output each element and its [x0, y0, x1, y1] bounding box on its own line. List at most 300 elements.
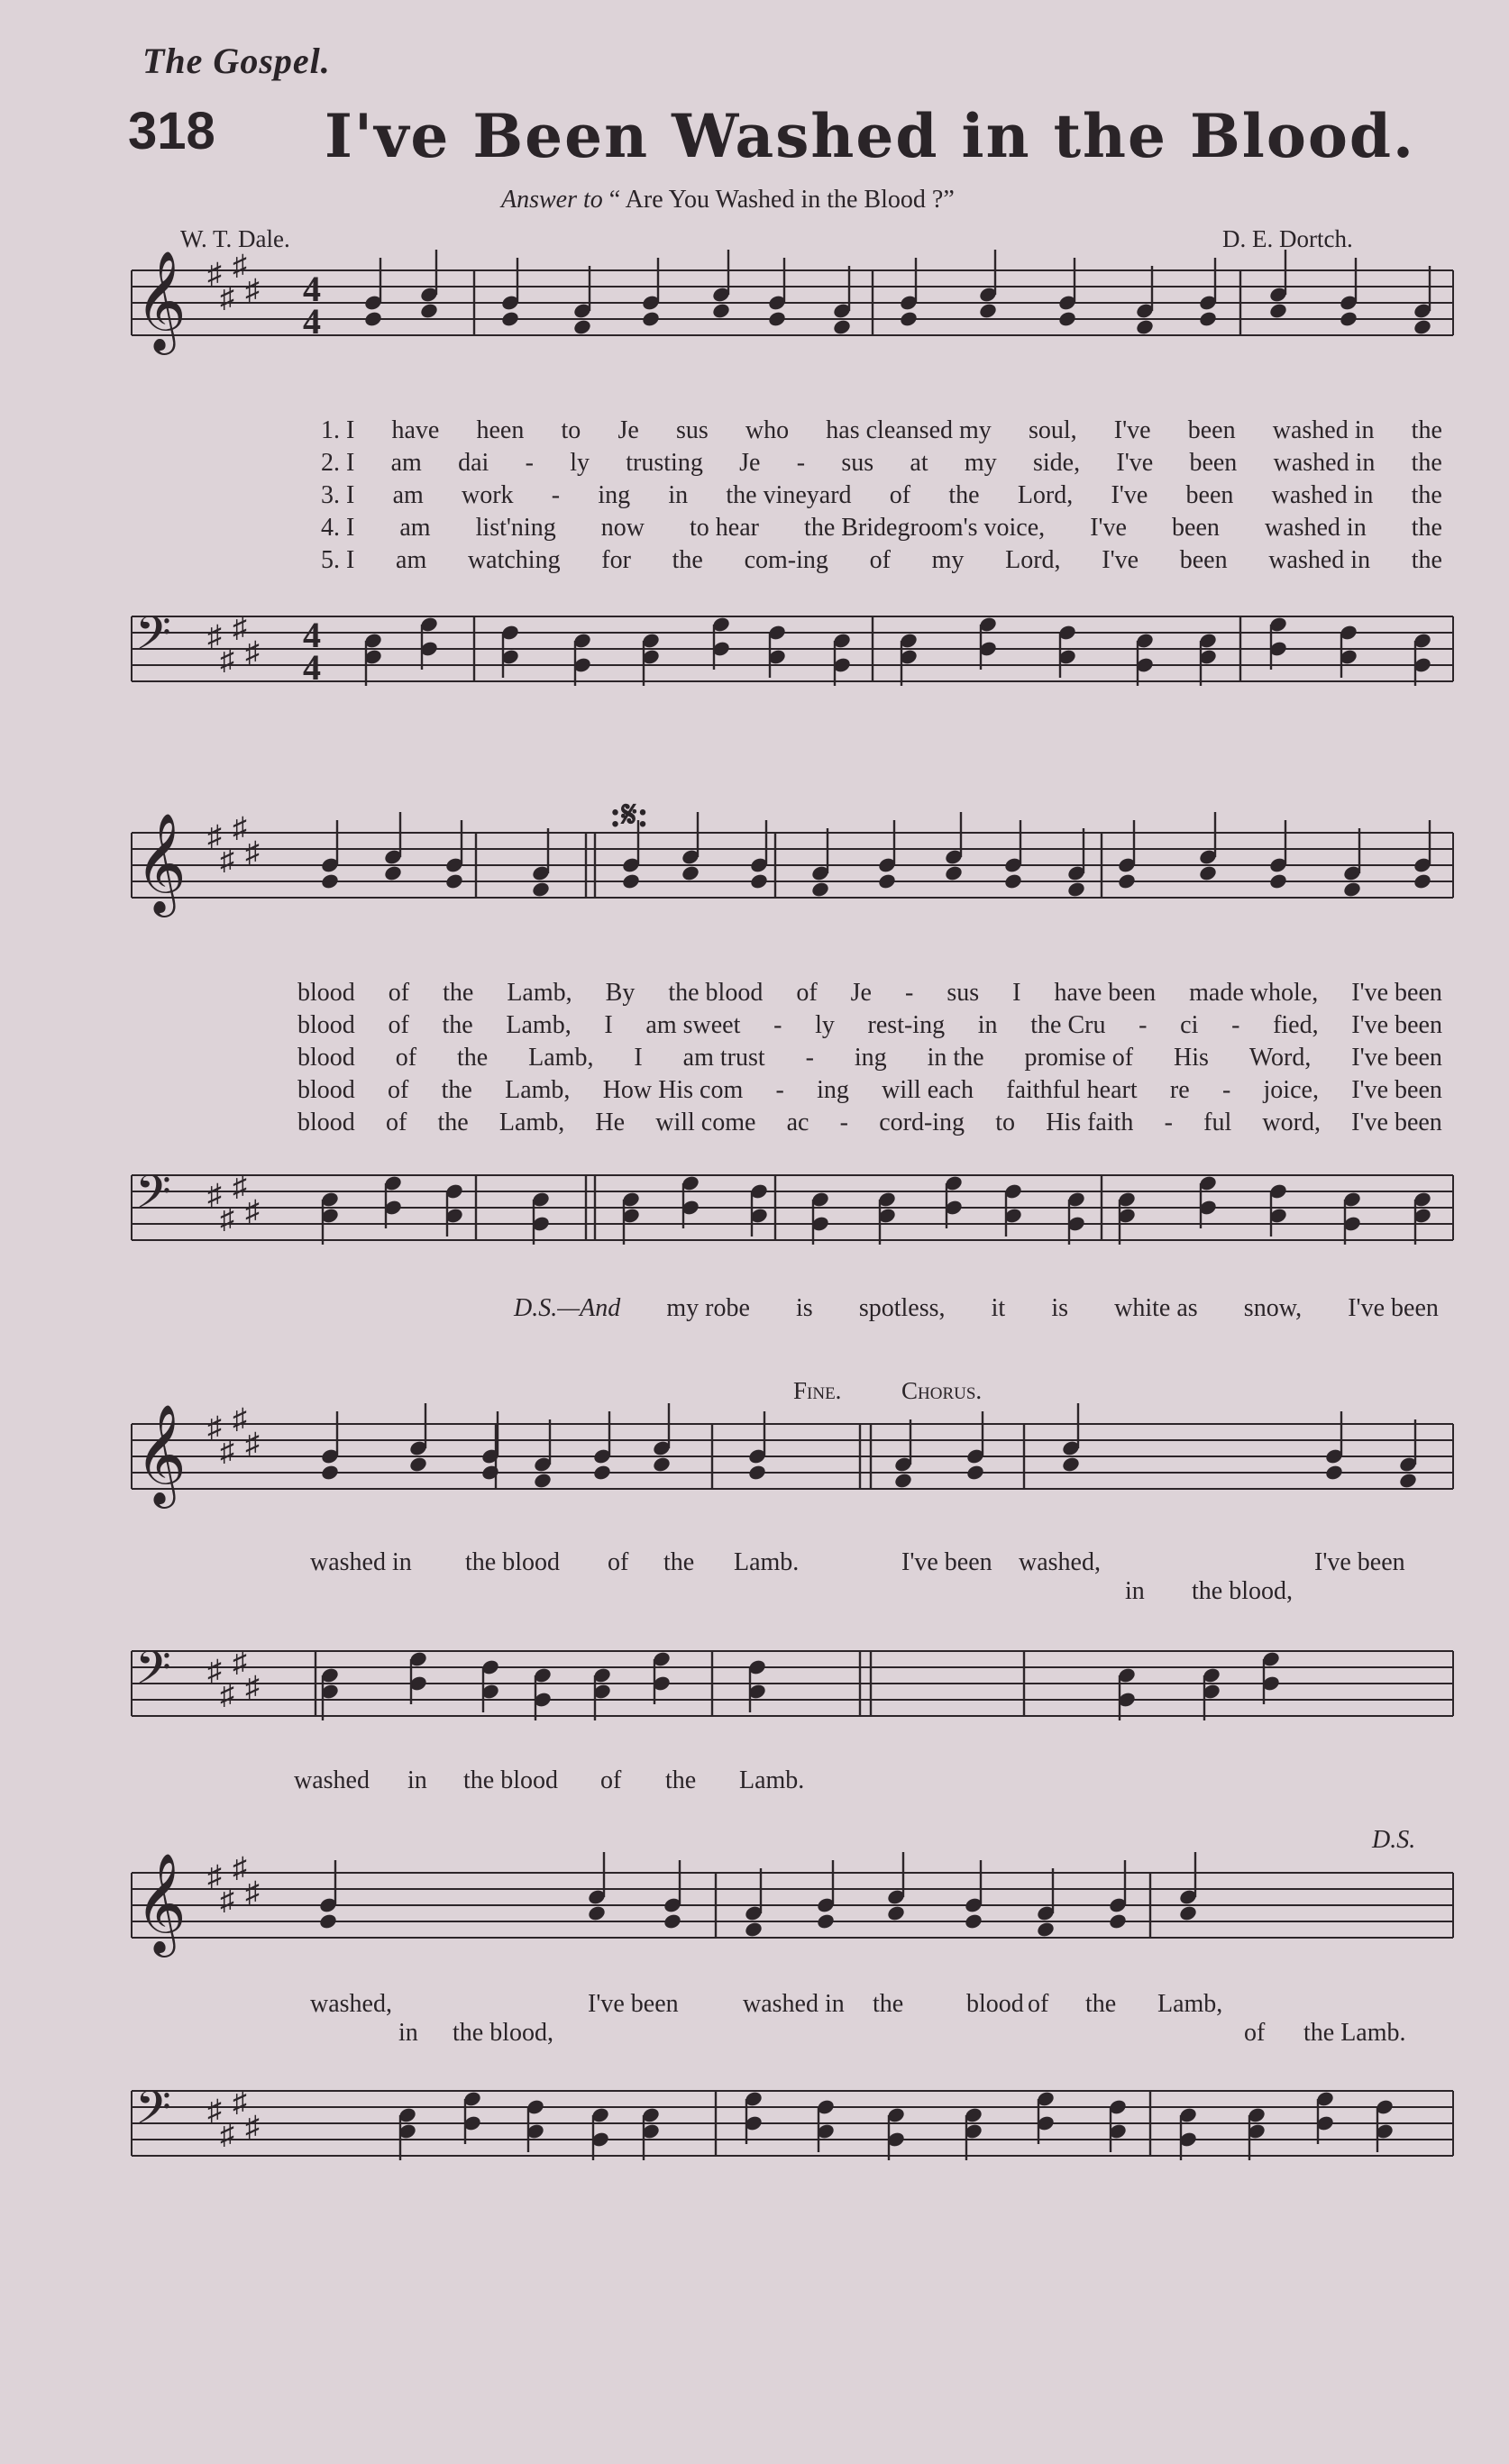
note-head	[320, 1464, 340, 1482]
lyric-word: -	[904, 979, 914, 1007]
lyric-word: Je	[739, 449, 761, 477]
lyric-word: the	[443, 979, 474, 1007]
verse-line	[297, 1011, 1442, 1040]
lyric-word: am sweet	[645, 1011, 741, 1039]
lyric-word: -	[839, 1109, 848, 1136]
sharp-icon: ♯	[233, 1402, 247, 1435]
lyric-word: the blood	[463, 1766, 558, 1794]
note-head	[1061, 1456, 1081, 1474]
lyric-word: watching	[467, 546, 561, 574]
lyric-word: been	[1179, 546, 1228, 574]
sharp-icon: ♯	[220, 844, 234, 876]
lyric-word: of	[388, 1011, 409, 1039]
sharp-icon: ♯	[220, 2118, 234, 2150]
sharp-icon: ♯	[220, 1202, 234, 1235]
lyric-word: re	[1169, 1076, 1190, 1104]
lyric-word: -	[773, 1011, 782, 1039]
verse-line	[321, 514, 1442, 543]
lyric-word: -	[805, 1044, 814, 1072]
subtitle-prefix: Answer to	[501, 186, 603, 214]
lyric-word: He	[595, 1109, 626, 1136]
note-head	[965, 1464, 985, 1482]
lyric-word: joice,	[1263, 1076, 1319, 1104]
lyric-word: washed in	[1273, 449, 1376, 477]
lyric-word: ing	[854, 1044, 887, 1072]
lyric-word: sus	[841, 449, 874, 477]
lyric-word: list'ning	[475, 514, 556, 542]
lyric-word: cord-ing	[879, 1109, 965, 1136]
lyric-word: the	[873, 1990, 904, 2018]
lyric-word: -	[525, 449, 534, 477]
note-head	[1324, 1464, 1344, 1482]
lyric-word: D.S.—And	[514, 1294, 621, 1322]
lyric-word: soul,	[1028, 416, 1077, 444]
lyric-word: the	[663, 1548, 695, 1576]
treble-staff-1	[132, 270, 1453, 335]
lyric-word: have	[391, 416, 440, 444]
lyric-word: -	[551, 481, 561, 509]
lyric-word: to	[561, 416, 581, 444]
lyric-word: Word,	[1248, 1044, 1312, 1072]
sharp-icon: ♯	[207, 1178, 222, 1210]
sharp-icon: ♯	[207, 2094, 222, 2126]
lyric-word: Lamb,	[528, 1044, 594, 1072]
verse-line	[297, 1044, 1442, 1072]
lyric-word: snow,	[1243, 1294, 1303, 1322]
lyric-word: the blood,	[1192, 1577, 1293, 1605]
lyric-word: 5. I	[321, 546, 355, 574]
lyric-word: of	[388, 979, 410, 1007]
lyric-word: the	[948, 481, 980, 509]
note-head	[747, 1464, 767, 1482]
sharp-icon: ♯	[245, 1670, 260, 1702]
lyric-word: now	[600, 514, 645, 542]
bass-clef-icon: 𝄢	[135, 2080, 171, 2146]
lyric-word: I	[604, 1011, 613, 1039]
note-head	[1117, 872, 1137, 890]
lyric-word: been	[1189, 449, 1238, 477]
note-head	[533, 1472, 553, 1490]
lyric-word: I've been	[588, 1990, 679, 2018]
treble-clef-icon: 𝄞	[135, 1403, 187, 1504]
note-head	[408, 1456, 428, 1474]
lyric-word: 1. I	[321, 416, 355, 444]
lyric-word: Lamb.	[739, 1766, 805, 1794]
note-head	[886, 1904, 906, 1922]
lyric-word: I've	[1113, 416, 1151, 444]
note-head	[816, 1912, 836, 1930]
lyric-word: my	[931, 546, 965, 574]
note-head	[1135, 318, 1155, 336]
fine-label: Fine.	[793, 1377, 842, 1404]
lyric-word: 4. I	[321, 514, 355, 542]
lyric-word: is	[796, 1294, 813, 1322]
treble-clef-icon: 𝄞	[135, 250, 187, 351]
lyric-word: His faith	[1046, 1109, 1134, 1136]
lyric-word: washed in	[743, 1990, 845, 2018]
note-head	[1198, 864, 1218, 882]
sharp-icon: ♯	[245, 1194, 260, 1227]
lyric-word: my	[964, 449, 997, 477]
sharp-icon: ♯	[207, 819, 222, 852]
lyric-word: sus	[947, 979, 980, 1007]
lyric-word: the blood,	[453, 2019, 553, 2047]
lyric-word: 2. I	[321, 449, 355, 477]
lyric-word: of	[395, 1044, 417, 1072]
lyric-word: I've	[1116, 449, 1154, 477]
sharp-icon: ♯	[207, 619, 222, 652]
lyric-word: the	[437, 1109, 469, 1136]
lyric-word: Lamb,	[498, 1109, 565, 1136]
bass-staff-3	[132, 1651, 1453, 1716]
sharp-icon: ♯	[245, 1875, 260, 1908]
lyric-word: am	[390, 449, 422, 477]
note-head	[1413, 872, 1432, 890]
lyric-word: the blood	[668, 979, 764, 1007]
subtitle-reference: “ Are You Washed in the Blood ?”	[608, 186, 955, 214]
lyric-word: the	[1411, 449, 1442, 477]
sharp-icon: ♯	[220, 1884, 234, 1916]
sharp-icon: ♯	[220, 1435, 234, 1467]
note-head	[877, 872, 897, 890]
lyric-word: I've been	[1351, 1109, 1442, 1136]
lyric-word: trusting	[626, 449, 703, 477]
note-head	[1268, 302, 1288, 320]
sharp-icon: ♯	[207, 1859, 222, 1892]
lyric-word: in the	[927, 1044, 984, 1072]
lyric-word: it	[991, 1294, 1006, 1322]
lyric-word: the Lamb.	[1303, 2019, 1406, 2047]
lyric-word: am	[396, 546, 427, 574]
lyric-word: of	[889, 481, 911, 509]
sharp-icon: ♯	[233, 811, 247, 844]
lyric-word: been	[1187, 416, 1236, 444]
lyric-word: Lamb,	[1157, 1990, 1223, 2018]
lyric-word: By	[605, 979, 636, 1007]
lyric-word: in	[398, 2019, 418, 2047]
bass-clef-icon: 𝄢	[135, 606, 171, 671]
note-head	[320, 872, 340, 890]
lyric-word: dai	[458, 449, 489, 477]
sharp-icon: ♯	[233, 1646, 247, 1678]
note-head	[419, 302, 439, 320]
lyric-word: the	[1411, 546, 1442, 574]
bass-staff-1	[132, 616, 1453, 681]
lyric-word: I've been	[1351, 1044, 1442, 1072]
lyric-word: rest-ing	[867, 1011, 946, 1039]
sharp-icon: ♯	[245, 1427, 260, 1459]
note-head	[1342, 881, 1362, 899]
note-head	[767, 310, 787, 328]
author-words: W. T. Dale.	[180, 225, 290, 252]
sharp-icon: ♯	[233, 249, 247, 281]
sharp-icon: ♯	[220, 281, 234, 314]
lyric-word: ing	[817, 1076, 849, 1104]
lyric-word: of	[608, 1548, 629, 1576]
verse-line	[321, 481, 1442, 510]
sharp-icon: ♯	[245, 635, 260, 668]
lyric-word: of	[385, 1109, 407, 1136]
lyric-word: How His com	[602, 1076, 744, 1104]
lyric-word: -	[1139, 1011, 1148, 1039]
note-head	[641, 310, 661, 328]
note-head	[810, 881, 830, 899]
lyric-word: Je	[617, 416, 639, 444]
lyric-word: my robe	[666, 1294, 750, 1322]
lyric-word: ly	[815, 1011, 835, 1039]
lyric-word: Lord,	[1005, 546, 1061, 574]
lyric-word: washed in	[1272, 416, 1375, 444]
note-head	[1003, 872, 1023, 890]
lyric-word: I	[1012, 979, 1021, 1007]
note-head	[1036, 1921, 1056, 1939]
lyric-word: to	[995, 1109, 1016, 1136]
note-head	[744, 1921, 764, 1939]
note-head	[500, 310, 520, 328]
lyric-word: the Bridegroom's voice,	[804, 514, 1046, 542]
sharp-icon: ♯	[233, 1170, 247, 1202]
sharp-icon: ♯	[207, 1654, 222, 1686]
lyric-word: ci	[1180, 1011, 1199, 1039]
sharp-icon: ♯	[233, 1851, 247, 1884]
lyric-word: Lamb.	[734, 1548, 800, 1576]
lyric-word: ly	[570, 449, 590, 477]
lyric-word: in	[1125, 1577, 1145, 1605]
lyric-word: Je	[850, 979, 872, 1007]
lyric-word: heen	[476, 416, 525, 444]
verse-line	[321, 416, 1442, 445]
note-head	[1198, 310, 1218, 328]
lyric-word: who	[745, 416, 790, 444]
note-head	[893, 1472, 913, 1490]
lyric-word: I've	[1090, 514, 1127, 542]
lyric-word: blood	[297, 1044, 355, 1072]
bass-clef-icon: 𝄢	[135, 1164, 171, 1230]
verse-line	[321, 449, 1442, 478]
lyric-word: I've been	[901, 1548, 992, 1576]
lyric-word: in	[977, 1011, 998, 1039]
time-signature: 4	[303, 269, 321, 309]
lyric-word: the	[456, 1044, 489, 1072]
author-music: D. E. Dortch.	[1222, 225, 1353, 252]
lyric-word: sus	[675, 416, 709, 444]
lyric-word: will each	[882, 1076, 974, 1104]
dal-segno-line	[514, 1294, 1439, 1323]
lyric-word: the blood	[465, 1548, 560, 1576]
lyric-word: of	[796, 979, 818, 1007]
sharp-icon: ♯	[245, 2110, 260, 2142]
lyric-word: to hear	[690, 514, 759, 542]
lyric-word: the	[1085, 1990, 1117, 2018]
lyric-word: of	[1244, 2019, 1266, 2047]
note-head	[1339, 310, 1358, 328]
lyric-word: spotless,	[858, 1294, 946, 1322]
lyric-word: the	[442, 1011, 473, 1039]
verse-line	[297, 979, 1442, 1008]
lyric-word: in	[407, 1766, 427, 1794]
lyric-word: -	[1231, 1011, 1240, 1039]
sharp-icon: ♯	[245, 835, 260, 868]
lyric-word: the	[672, 546, 703, 574]
treble-clef-icon: 𝄞	[135, 812, 187, 913]
lyric-word: at	[910, 449, 928, 477]
note-head	[978, 302, 998, 320]
lyric-word: of	[600, 1766, 622, 1794]
verse-line	[321, 546, 1442, 575]
verse-line	[297, 1109, 1442, 1137]
lyric-word: I	[634, 1044, 643, 1072]
note-head	[383, 864, 403, 882]
note-head	[363, 310, 383, 328]
lyric-word: washed in	[310, 1548, 412, 1576]
lyric-word: His	[1173, 1044, 1209, 1072]
lyric-word: I've	[1111, 481, 1148, 509]
lyric-word: I've been	[1351, 1076, 1442, 1104]
note-head	[1066, 881, 1086, 899]
sharp-icon: ♯	[233, 2085, 247, 2118]
lyric-word: washed in	[1268, 546, 1371, 574]
lyric-word: washed in	[1264, 514, 1367, 542]
lyric-word: been	[1172, 514, 1220, 542]
lyric-word: promise of	[1024, 1044, 1134, 1072]
note-head	[587, 1904, 607, 1922]
note-head	[592, 1464, 612, 1482]
sharp-icon: ♯	[233, 611, 247, 643]
note-head	[318, 1912, 338, 1930]
note-head	[663, 1912, 682, 1930]
lyric-word: ac	[786, 1109, 809, 1136]
lyric-word: the	[665, 1766, 697, 1794]
time-signature: 4	[303, 615, 321, 655]
lyric-word: washed,	[1019, 1548, 1101, 1576]
lyric-word: been	[1185, 481, 1234, 509]
lyric-word: blood	[966, 1990, 1024, 2018]
lyric-word: I've	[1102, 546, 1139, 574]
lyric-word: I've been	[1314, 1548, 1405, 1576]
lyric-word: I've been	[1351, 979, 1442, 1007]
time-signature: 4	[303, 301, 321, 342]
section-heading: The Gospel.	[142, 41, 331, 81]
note-head	[1413, 318, 1432, 336]
segno-sign: :𝄋:	[609, 794, 649, 835]
lyric-word: the vineyard	[726, 481, 852, 509]
lyric-word: blood	[297, 1109, 355, 1136]
note-head	[1178, 1904, 1198, 1922]
note-head	[572, 318, 592, 336]
treble-clef-icon: 𝄞	[135, 1852, 187, 1953]
lyric-word: word,	[1262, 1109, 1321, 1136]
lyric-word: washed,	[310, 1990, 392, 2018]
note-head	[899, 310, 919, 328]
lyric-word: -	[775, 1076, 784, 1104]
lyric-word: washed	[294, 1766, 370, 1794]
note-head	[711, 302, 731, 320]
verse-line	[297, 1076, 1442, 1105]
lyric-word: blood	[297, 979, 355, 1007]
sharp-icon: ♯	[207, 1410, 222, 1443]
lyric-word: ing	[598, 481, 631, 509]
hymn-number: 318	[128, 102, 215, 160]
note-head	[1268, 872, 1288, 890]
sharp-icon: ♯	[207, 257, 222, 289]
sharp-icon: ♯	[220, 643, 234, 676]
lyric-word: am trust	[682, 1044, 765, 1072]
lyric-word: 3. I	[321, 481, 355, 509]
lyric-word: have been	[1054, 979, 1157, 1007]
chorus-label: Chorus.	[901, 1377, 983, 1404]
note-head	[480, 1464, 500, 1482]
sharp-icon: ♯	[220, 1678, 234, 1711]
lyric-word: made whole,	[1189, 979, 1319, 1007]
lyric-word: the	[1411, 514, 1442, 542]
note-head	[1108, 1912, 1128, 1930]
lyric-word: the Cru	[1030, 1011, 1106, 1039]
lyric-word: blood	[297, 1011, 355, 1039]
lyric-word: has cleansed my	[826, 416, 992, 444]
lyric-word: of	[388, 1076, 409, 1104]
lyric-word: -	[1221, 1076, 1231, 1104]
lyric-word: Lamb,	[506, 1011, 572, 1039]
lyric-word: the	[1411, 481, 1442, 509]
lyric-word: com-ing	[744, 546, 828, 574]
lyric-word: faithful heart	[1006, 1076, 1138, 1104]
bass-staff-4	[132, 2091, 1453, 2156]
ds-marking: D.S.	[1372, 1826, 1416, 1854]
note-head	[749, 872, 769, 890]
lyric-word: fied,	[1273, 1011, 1319, 1039]
lyric-word: Lord,	[1017, 481, 1074, 509]
note-head	[832, 318, 852, 336]
lyric-word: Lamb,	[505, 1076, 571, 1104]
time-signature: 4	[303, 647, 321, 688]
lyric-word: white as	[1114, 1294, 1198, 1322]
note-head	[964, 1912, 983, 1930]
note-head	[621, 872, 641, 890]
sharp-icon: ♯	[245, 273, 260, 306]
lyric-word: Lamb,	[507, 979, 572, 1007]
lyric-word: ful	[1203, 1109, 1232, 1136]
lyric-word: am	[399, 514, 431, 542]
lyric-word: blood	[297, 1076, 355, 1104]
lyric-word: I've been	[1348, 1294, 1439, 1322]
lyric-word: -	[1164, 1109, 1173, 1136]
lyric-word: am	[392, 481, 424, 509]
lyric-word: -	[796, 449, 806, 477]
note-head	[1057, 310, 1077, 328]
lyric-word: in	[668, 481, 689, 509]
note-head	[652, 1456, 672, 1474]
note-head	[531, 881, 551, 899]
bass-staff-2	[132, 1175, 1453, 1240]
lyric-word: washed in	[1271, 481, 1374, 509]
hymn-title: I've Been Washed in the Blood.	[325, 101, 1416, 171]
note-head	[944, 864, 964, 882]
lyric-word: for	[601, 546, 631, 574]
lyric-word: of	[1028, 1990, 1049, 2018]
bass-clef-icon: 𝄢	[135, 1640, 171, 1706]
lyric-word: of	[869, 546, 891, 574]
note-head	[1398, 1472, 1418, 1490]
lyric-word: will come	[655, 1109, 756, 1136]
lyric-word: is	[1051, 1294, 1069, 1322]
note-head	[681, 864, 700, 882]
note-head	[444, 872, 464, 890]
lyric-word: I've been	[1351, 1011, 1442, 1039]
lyric-word: the	[1411, 416, 1442, 444]
lyric-word: work	[462, 481, 514, 509]
lyric-word: side,	[1032, 449, 1081, 477]
lyric-word: the	[441, 1076, 472, 1104]
